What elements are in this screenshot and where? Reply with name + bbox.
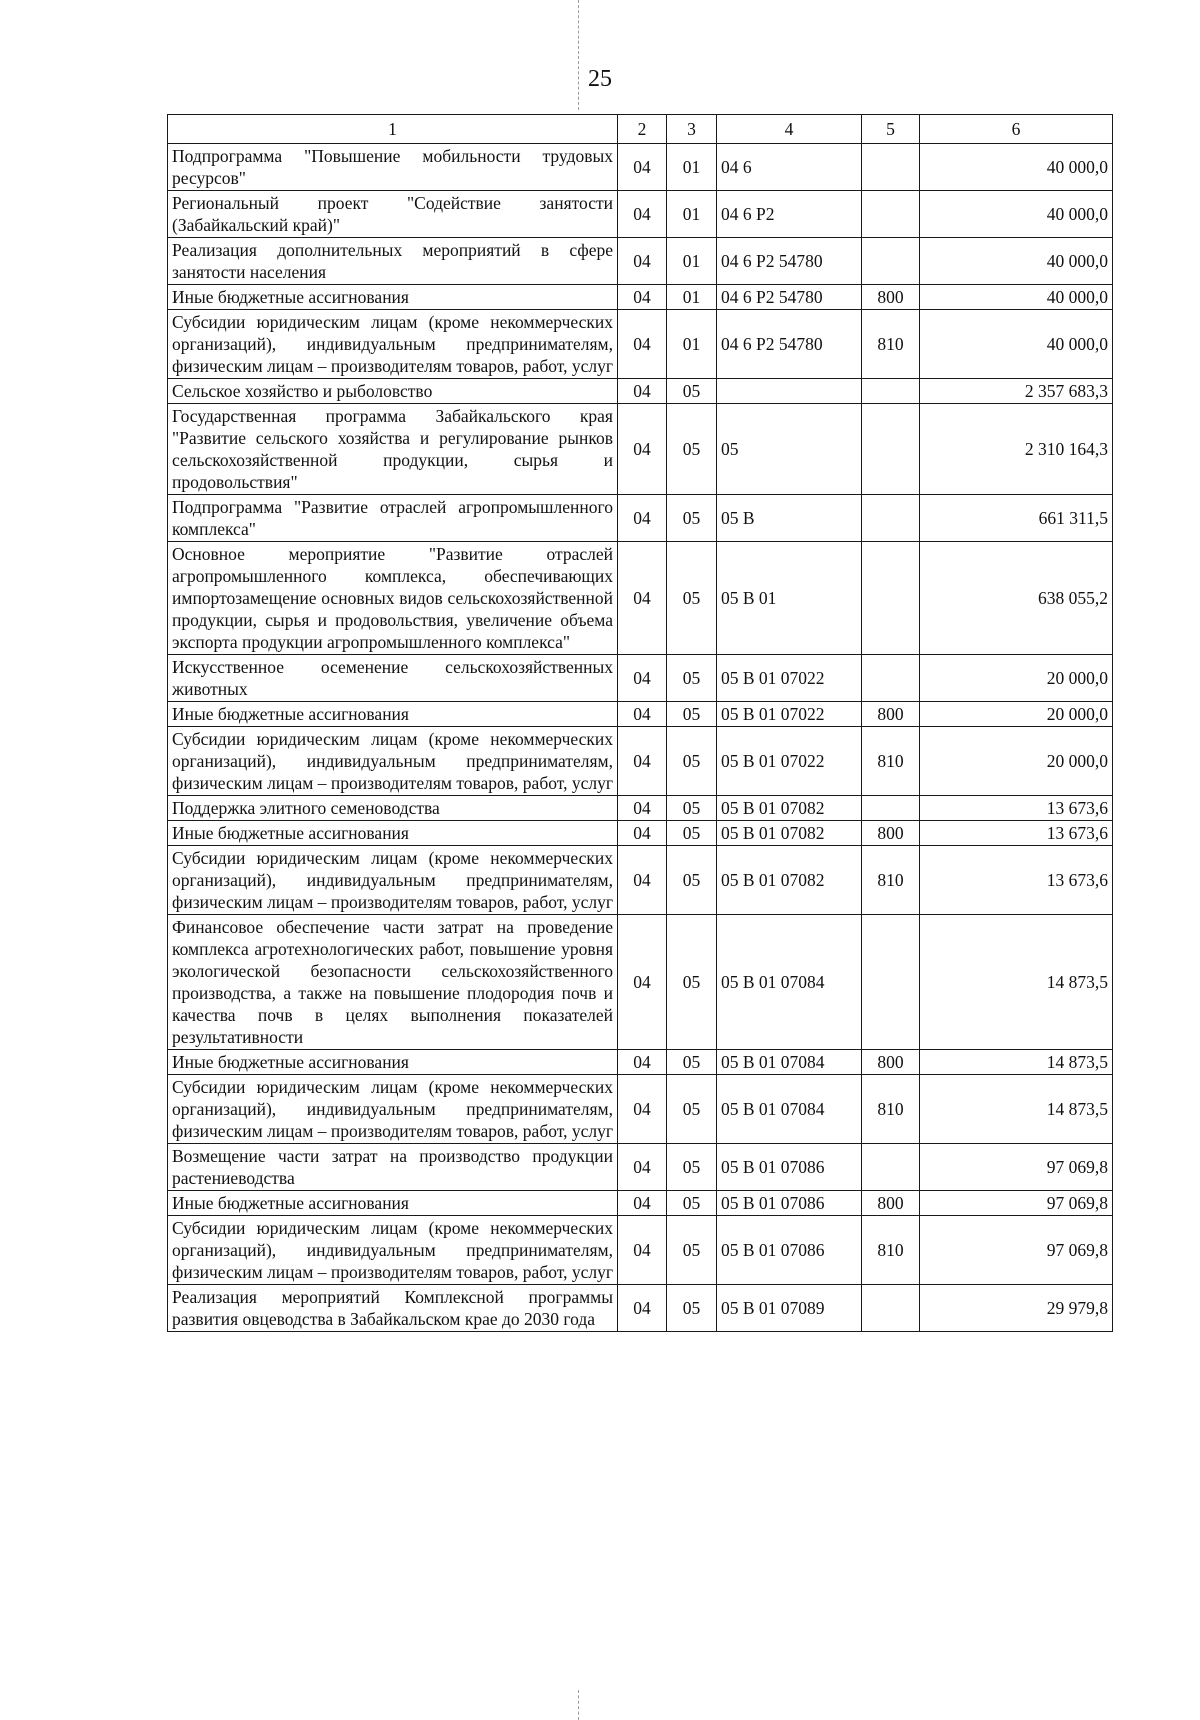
row-target-code: 05 В 01 (717, 542, 862, 655)
row-target-code: 05 В 01 07084 (717, 915, 862, 1050)
row-target-code: 05 В 01 07022 (717, 727, 862, 796)
row-target-code (717, 379, 862, 404)
row-name: Сельское хозяйство и рыболовство (168, 379, 618, 404)
row-section: 04 (618, 915, 667, 1050)
table-row (168, 1216, 1113, 1285)
table-row (168, 285, 1113, 310)
row-subsection: 01 (667, 144, 717, 191)
row-subsection: 05 (667, 821, 717, 846)
row-name: Региональный проект "Содействие занятости (Забайкальский край)" (168, 191, 618, 238)
row-expense-type: 800 (862, 285, 920, 310)
header-col-2: 2 (618, 115, 667, 144)
row-amount: 20 000,0 (920, 727, 1113, 796)
row-target-code: 05 В 01 07086 (717, 1191, 862, 1216)
header-row (168, 115, 1113, 144)
header-col-6: 6 (920, 115, 1113, 144)
row-name: Иные бюджетные ассигнования (168, 285, 618, 310)
row-section: 04 (618, 796, 667, 821)
table-row (168, 655, 1113, 702)
row-amount: 638 055,2 (920, 542, 1113, 655)
row-expense-type: 810 (862, 846, 920, 915)
header-col-1: 1 (168, 115, 618, 144)
row-section: 04 (618, 1216, 667, 1285)
row-target-code: 04 6 P2 (717, 191, 862, 238)
table-row (168, 542, 1113, 655)
row-subsection: 05 (667, 542, 717, 655)
row-name: Иные бюджетные ассигнования (168, 702, 618, 727)
table-row (168, 821, 1113, 846)
row-subsection: 05 (667, 1216, 717, 1285)
row-section: 04 (618, 191, 667, 238)
row-section: 04 (618, 846, 667, 915)
row-section: 04 (618, 144, 667, 191)
table-row (168, 915, 1113, 1050)
row-name: Субсидии юридическим лицам (кроме некоммерческих организаций), индивидуальным предпринимателям, физическим лицам – производителям товаров, работ, услуг (168, 727, 618, 796)
row-amount: 661 311,5 (920, 495, 1113, 542)
row-section: 04 (618, 821, 667, 846)
row-name: Реализация мероприятий Комплексной программы развития овцеводства в Забайкальском крае до 2030 года (168, 1285, 618, 1332)
row-section: 04 (618, 1191, 667, 1216)
row-amount: 13 673,6 (920, 796, 1113, 821)
row-name: Субсидии юридическим лицам (кроме некоммерческих организаций), индивидуальным предпринимателям, физическим лицам – производителям товаров, работ, услуг (168, 310, 618, 379)
row-subsection: 05 (667, 1285, 717, 1332)
row-subsection: 05 (667, 495, 717, 542)
row-subsection: 01 (667, 310, 717, 379)
row-expense-type: 800 (862, 821, 920, 846)
table-row (168, 404, 1113, 495)
table-row (168, 796, 1113, 821)
row-name: Поддержка элитного семеноводства (168, 796, 618, 821)
row-target-code: 05 В 01 07084 (717, 1075, 862, 1144)
row-subsection: 05 (667, 404, 717, 495)
row-expense-type (862, 796, 920, 821)
row-amount: 40 000,0 (920, 191, 1113, 238)
row-name: Основное мероприятие "Развитие отраслей агропромышленного комплекса, обеспечивающих импортозамещение основных видов сельскохозяйственной продукции, сырья и продовольствия, увеличение объема экспорта продукции агропромышленного комплекса" (168, 542, 618, 655)
table-row (168, 1144, 1113, 1191)
header-col-4: 4 (717, 115, 862, 144)
row-target-code: 05 В 01 07086 (717, 1216, 862, 1285)
row-section: 04 (618, 310, 667, 379)
row-name: Субсидии юридическим лицам (кроме некоммерческих организаций), индивидуальным предпринимателям, физическим лицам – производителям товаров, работ, услуг (168, 1075, 618, 1144)
row-name: Финансовое обеспечение части затрат на проведение комплекса агротехнологических работ, повышение уровня экологической безопасности сельскохозяйственного производства, а также на повышение плодородия почв и качества почв в целях выполнения показателей результативности (168, 915, 618, 1050)
row-target-code: 04 6 P2 54780 (717, 285, 862, 310)
row-name: Иные бюджетные ассигнования (168, 1050, 618, 1075)
row-name: Реализация дополнительных мероприятий в сфере занятости населения (168, 238, 618, 285)
row-subsection: 01 (667, 285, 717, 310)
row-amount: 97 069,8 (920, 1216, 1113, 1285)
row-expense-type (862, 191, 920, 238)
row-target-code: 05 В 01 07086 (717, 1144, 862, 1191)
row-name: Субсидии юридическим лицам (кроме некоммерческих организаций), индивидуальным предпринимателям, физическим лицам – производителям товаров, работ, услуг (168, 846, 618, 915)
row-amount: 29 979,8 (920, 1285, 1113, 1332)
row-name: Возмещение части затрат на производство продукции растениеводства (168, 1144, 618, 1191)
row-expense-type: 810 (862, 727, 920, 796)
row-target-code: 05 В 01 07082 (717, 846, 862, 915)
row-target-code: 05 В 01 07082 (717, 796, 862, 821)
row-subsection: 05 (667, 915, 717, 1050)
page-number: 25 (588, 66, 612, 92)
row-target-code: 04 6 P2 54780 (717, 238, 862, 285)
table-row (168, 191, 1113, 238)
row-amount: 13 673,6 (920, 821, 1113, 846)
row-name: Подпрограмма "Повышение мобильности трудовых ресурсов" (168, 144, 618, 191)
row-target-code: 05 В 01 07022 (717, 655, 862, 702)
table-row (168, 144, 1113, 191)
row-amount: 40 000,0 (920, 238, 1113, 285)
row-subsection: 05 (667, 1191, 717, 1216)
table-row (168, 1285, 1113, 1332)
header-col-5: 5 (862, 115, 920, 144)
row-subsection: 05 (667, 655, 717, 702)
row-target-code: 04 6 P2 54780 (717, 310, 862, 379)
table-header (168, 115, 1113, 144)
scan-fold-line-top (578, 0, 579, 110)
table-row (168, 727, 1113, 796)
row-amount: 13 673,6 (920, 846, 1113, 915)
row-subsection: 05 (667, 379, 717, 404)
row-expense-type (862, 238, 920, 285)
row-subsection: 05 (667, 702, 717, 727)
row-name: Искусственное осеменение сельскохозяйственных животных (168, 655, 618, 702)
table-row (168, 846, 1113, 915)
row-section: 04 (618, 1075, 667, 1144)
row-subsection: 01 (667, 191, 717, 238)
row-amount: 14 873,5 (920, 1075, 1113, 1144)
row-subsection: 05 (667, 1075, 717, 1144)
row-section: 04 (618, 702, 667, 727)
table-row (168, 379, 1113, 404)
table-body (168, 144, 1113, 1332)
row-amount: 40 000,0 (920, 285, 1113, 310)
row-name: Субсидии юридическим лицам (кроме некоммерческих организаций), индивидуальным предпринимателям, физическим лицам – производителям товаров, работ, услуг (168, 1216, 618, 1285)
row-section: 04 (618, 1285, 667, 1332)
row-expense-type (862, 379, 920, 404)
row-amount: 20 000,0 (920, 702, 1113, 727)
row-expense-type (862, 495, 920, 542)
row-target-code: 05 В 01 07082 (717, 821, 862, 846)
row-target-code: 05 В 01 07084 (717, 1050, 862, 1075)
row-expense-type: 800 (862, 702, 920, 727)
budget-table (167, 114, 1113, 1332)
row-expense-type (862, 915, 920, 1050)
row-amount: 20 000,0 (920, 655, 1113, 702)
row-expense-type: 810 (862, 1216, 920, 1285)
row-target-code: 05 В 01 07089 (717, 1285, 862, 1332)
row-section: 04 (618, 655, 667, 702)
row-target-code: 05 В (717, 495, 862, 542)
row-name: Иные бюджетные ассигнования (168, 821, 618, 846)
row-subsection: 05 (667, 1050, 717, 1075)
row-amount: 14 873,5 (920, 915, 1113, 1050)
row-section: 04 (618, 727, 667, 796)
table-row (168, 495, 1113, 542)
row-expense-type (862, 542, 920, 655)
row-section: 04 (618, 542, 667, 655)
row-name: Иные бюджетные ассигнования (168, 1191, 618, 1216)
row-amount: 97 069,8 (920, 1144, 1113, 1191)
table-row (168, 1075, 1113, 1144)
row-section: 04 (618, 495, 667, 542)
header-col-3: 3 (667, 115, 717, 144)
row-amount: 40 000,0 (920, 310, 1113, 379)
row-target-code: 05 В 01 07022 (717, 702, 862, 727)
row-amount: 2 310 164,3 (920, 404, 1113, 495)
table-row (168, 1191, 1113, 1216)
row-subsection: 05 (667, 727, 717, 796)
row-expense-type: 800 (862, 1050, 920, 1075)
row-expense-type (862, 144, 920, 191)
row-expense-type (862, 404, 920, 495)
scan-fold-line-bottom (578, 1690, 579, 1720)
row-expense-type: 810 (862, 1075, 920, 1144)
row-target-code: 05 (717, 404, 862, 495)
row-amount: 40 000,0 (920, 144, 1113, 191)
row-section: 04 (618, 404, 667, 495)
row-section: 04 (618, 379, 667, 404)
row-section: 04 (618, 238, 667, 285)
row-subsection: 01 (667, 238, 717, 285)
row-name: Подпрограмма "Развитие отраслей агропромышленного комплекса" (168, 495, 618, 542)
row-subsection: 05 (667, 1144, 717, 1191)
row-expense-type: 800 (862, 1191, 920, 1216)
row-target-code: 04 6 (717, 144, 862, 191)
row-name: Государственная программа Забайкальского края "Развитие сельского хозяйства и регулирование рынков сельскохозяйственной продукции, сырья и продовольствия" (168, 404, 618, 495)
table-row (168, 310, 1113, 379)
table-row (168, 238, 1113, 285)
row-section: 04 (618, 1050, 667, 1075)
row-amount: 2 357 683,3 (920, 379, 1113, 404)
table-row (168, 1050, 1113, 1075)
row-section: 04 (618, 1144, 667, 1191)
row-subsection: 05 (667, 846, 717, 915)
row-expense-type (862, 1144, 920, 1191)
table-row (168, 702, 1113, 727)
row-expense-type (862, 1285, 920, 1332)
row-section: 04 (618, 285, 667, 310)
row-expense-type (862, 655, 920, 702)
row-amount: 14 873,5 (920, 1050, 1113, 1075)
row-amount: 97 069,8 (920, 1191, 1113, 1216)
row-expense-type: 810 (862, 310, 920, 379)
row-subsection: 05 (667, 796, 717, 821)
